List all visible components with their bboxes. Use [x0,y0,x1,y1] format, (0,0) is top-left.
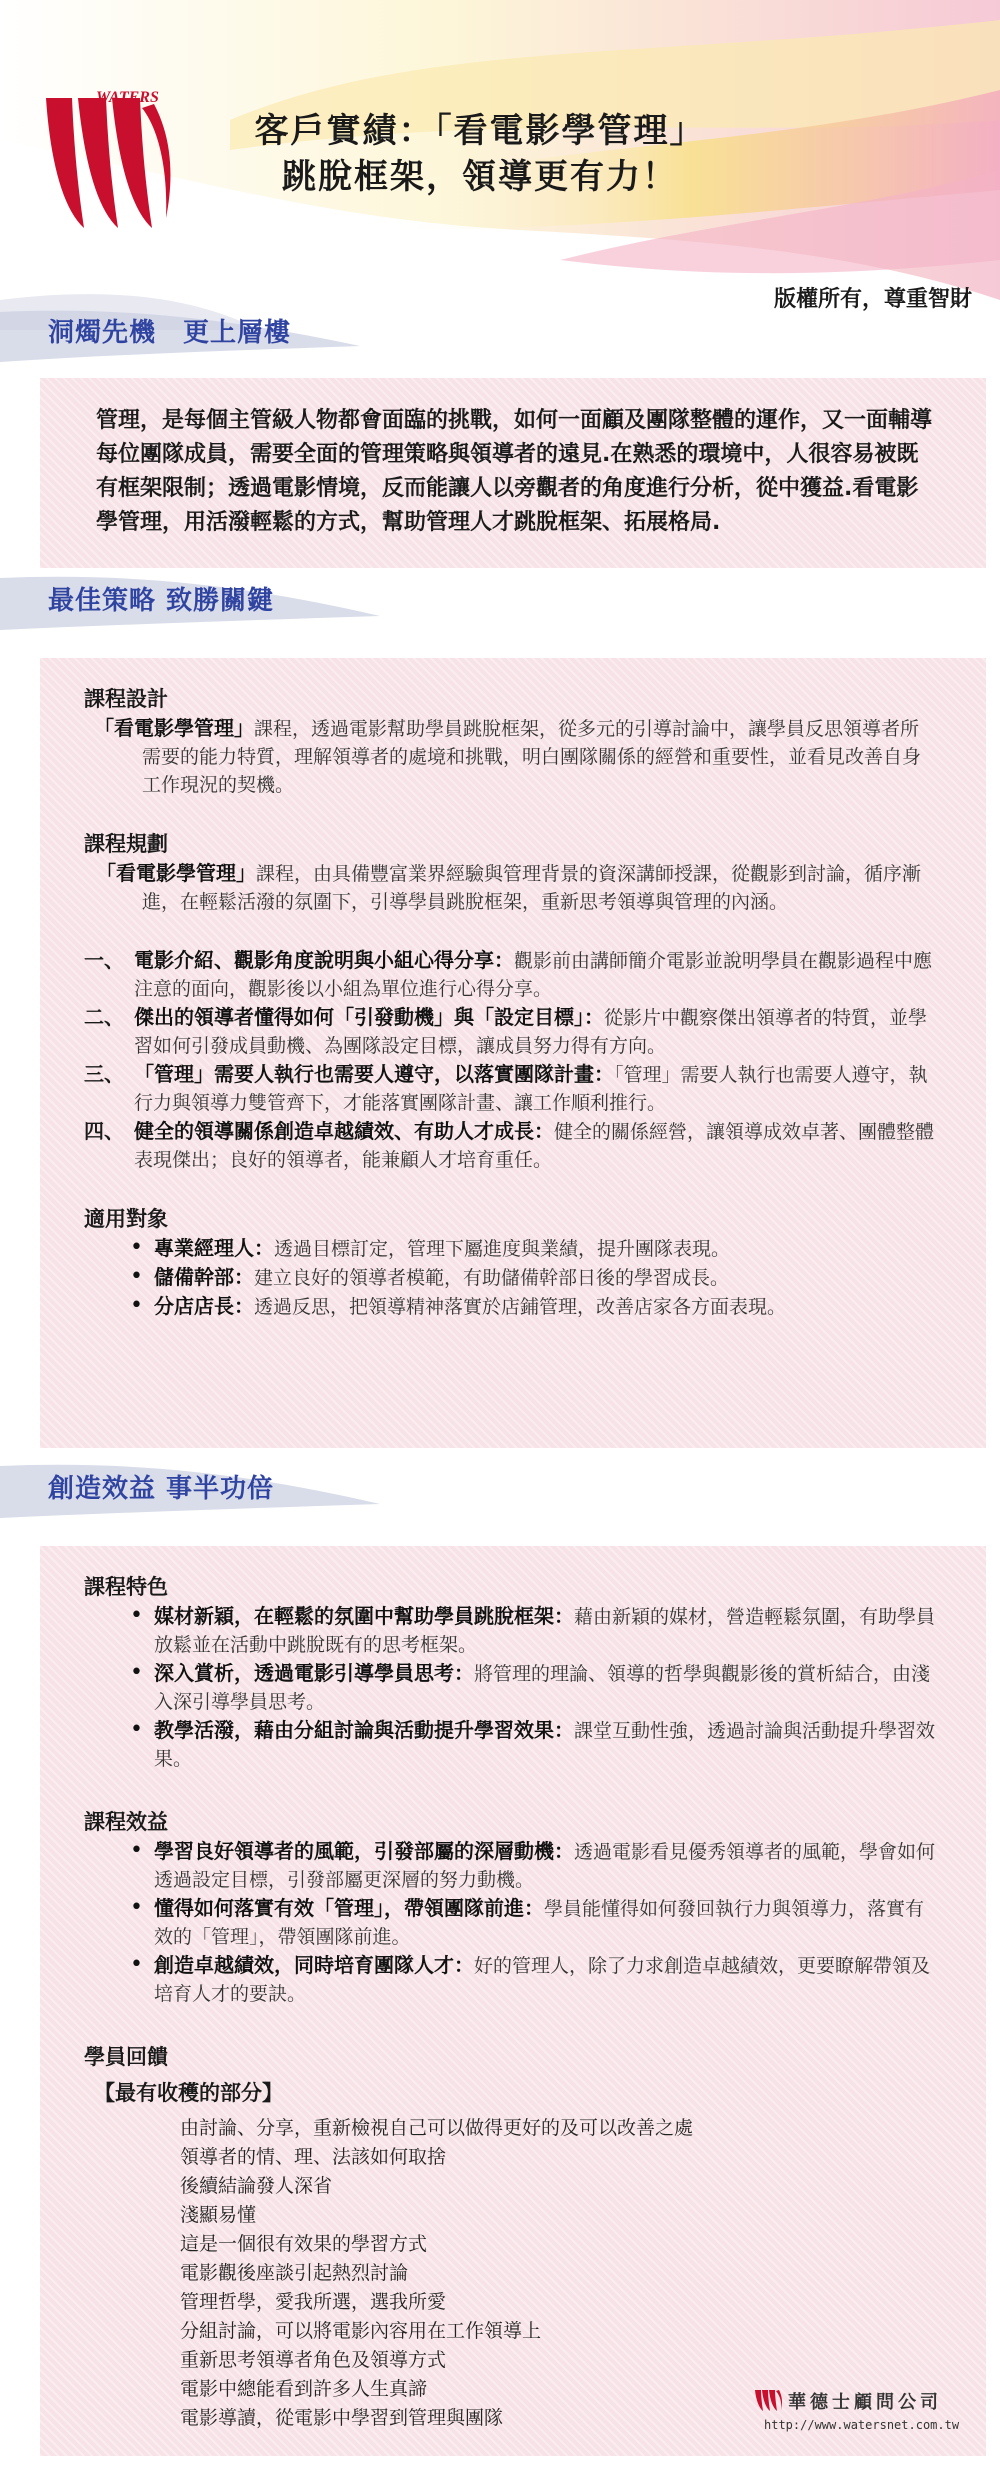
course-step [84,946,936,1003]
feedback-item: 領導者的情、理、法該如何取捨 [180,2146,447,2168]
list-item [154,1894,936,1951]
title-line-1: 客戶實績：「看電影學管理」 [254,111,706,151]
step-body: 從影片中觀察傑出領導者的特質，並學習如何引發成員動機、為團隊設定目標，讓成員努力得有方向。 [134,1007,928,1057]
course-name: 「看電影學管理」 [96,861,256,885]
course-name: 「看電影學管理」 [94,716,254,740]
benefit-desc: 好的管理人，除了力求創造卓越績效，更要瞭解帶領及培育人才的要訣。 [154,1955,931,2005]
audience-role: 儲備幹部： [154,1265,254,1289]
benefit-desc: 透過電影看見優秀領導者的風範，學會如何透過設定目標，引發部屬更深層的努力動機。 [154,1841,936,1891]
course-plan-body: 課程，由具備豐富業界經驗與管理背景的資深講師授課，從觀影到討論，循序漸進，在輕鬆活潑的氛圍下，引導學員跳脫框架，重新思考領導與管理的內涵。 [142,863,922,913]
course-steps [84,946,936,1174]
section2-band [0,572,1000,632]
benefits-heading: 課程效益 [84,1810,168,1834]
intro-text: 管理，是每個主管級人物都會面臨的挑戰，如何一面顧及團隊整體的運作，又一面輔導每位團隊成員，需要全面的管理策略與領導者的遠見.在熟悉的環境中，人很容易被既有框架限制；透過電影情境，反而能讓人以旁觀者的角度進行分析，從中獲益.看電影學管理，用活潑輕鬆的方式，幫助管理人才跳脫框架、拓展格局. [96,408,933,535]
page-title [200,108,760,200]
feedback-list [84,2114,936,2433]
feature-desc: 課堂互動性強，透過討論與活動提升學習效果。 [154,1720,936,1770]
step-number: 三、 [84,1062,124,1086]
feedback-subheading: 【最有收穫的部分】 [94,2081,283,2105]
benefit-desc: 學員能懂得如何發回執行力與領導力，落實有效的「管理」，帶領團隊前進。 [154,1898,925,1948]
step-text [134,1003,936,1060]
feedback-item: 重新思考領導者角色及領導方式 [180,2349,447,2371]
benefits-list [84,1837,936,2008]
list-item [154,1234,936,1263]
step-number: 一、 [84,948,124,972]
course-design-text [84,714,936,799]
company-name: 華德士顧問公司 [788,2392,942,2413]
features-list [84,1602,936,1773]
company-footer [754,2388,974,2432]
course-step [84,1117,936,1174]
section3-title: 創造效益 事半功倍 [48,1474,275,1504]
course-step [84,1060,936,1117]
audience-role: 分店店長： [154,1294,254,1318]
section1-band [0,306,1000,366]
step-title: 電影介紹、觀影角度說明與小組心得分享： [134,948,514,972]
feedback-item: 管理哲學，愛我所選，選我所愛 [180,2291,447,2313]
features-heading: 課程特色 [84,1575,168,1599]
audience-list [84,1234,936,1321]
section2-title: 最佳策略 致勝關鍵 [48,586,275,616]
feature-desc: 將管理的理論、領導的哲學與觀影後的賞析結合，由淺入深引導學員思考。 [154,1663,931,1713]
step-body: 健全的關係經營，讓領導成效卓著、團體整體表現傑出；良好的領導者，能兼顧人才培育重任。 [134,1121,935,1171]
feedback-item: 這是一個很有效果的學習方式 [180,2233,428,2255]
step-body: 「管理」需要人執行也需要人遵守，執行力與領導力雙管齊下，才能落實團隊計畫、讓工作順利推行。 [134,1064,928,1114]
step-number: 二、 [84,1005,124,1029]
feedback-item: 電影導讀，從電影中學習到管理與團隊 [180,2407,504,2429]
section3-band [0,1460,1000,1520]
feedback-item: 淺顯易懂 [180,2204,257,2226]
feature-title: 媒材新穎，在輕鬆的氛圍中幫助學員跳脫框架： [154,1604,574,1628]
step-text [134,1060,936,1117]
feedback-heading: 學員回饋 [84,2045,168,2069]
benefit-title: 懂得如何落實有效「管理」，帶領團隊前進： [154,1896,544,1920]
list-item [154,1602,936,1659]
benefit-title: 學習良好領導者的風範，引發部屬的深層動機： [154,1839,574,1863]
course-design-body: 課程，透過電影幫助學員跳脫框架，從多元的引導討論中，讓學員反思領導者所需要的能力特質，理解領導者的處境和挑戰，明白團隊關係的經營和重要性，並看見改善自身工作現況的契機。 [142,718,922,796]
benefits-panel [40,1546,986,2456]
audience-role: 專業經理人： [154,1236,274,1260]
list-item [154,1951,936,2008]
feedback-item: 後續結論發人深省 [180,2175,333,2197]
course-design-heading: 課程設計 [84,687,168,711]
waters-logo [38,88,198,238]
step-title: 傑出的領導者懂得如何「引發動機」與「設定目標」： [134,1005,604,1029]
step-text [134,1117,936,1174]
feature-desc: 藉由新穎的媒材，營造輕鬆氛圍，有助學員放鬆並在活動中跳脫既有的思考框架。 [154,1606,936,1656]
course-plan-text [84,859,936,916]
feedback-item: 電影觀後座談引起熱烈討論 [180,2262,409,2284]
course-step [84,1003,936,1060]
company-logo-icon [754,2388,784,2412]
audience-heading: 適用對象 [84,1207,168,1231]
list-item [154,1292,936,1321]
feature-title: 教學活潑，藉由分組討論與活動提升學習效果： [154,1718,574,1742]
list-item [154,1716,936,1773]
list-item [154,1659,936,1716]
section1-title: 洞燭先機 更上層樓 [48,318,292,348]
step-title: 健全的領導關係創造卓越績效、有助人才成長： [134,1119,554,1143]
audience-desc: 透過反思，把領導精神落實於店鋪管理，改善店家各方面表現。 [254,1296,787,1318]
step-number: 四、 [84,1119,124,1143]
copyright-notice: 版權所有，尊重智財 [773,287,972,312]
step-text [134,946,936,1003]
audience-desc: 透過目標訂定，管理下屬進度與業績，提升團隊表現。 [274,1238,731,1260]
title-line-2: 跳脫框架，領導更有力！ [282,157,678,197]
strategy-panel [40,658,986,1448]
benefit-title: 創造卓越績效，同時培育團隊人才： [154,1953,474,1977]
svg-text:WATERS: WATERS [96,89,159,106]
intro-panel [40,378,986,568]
feedback-item: 分組討論，可以將電影內容用在工作領導上 [180,2320,542,2342]
step-body: 觀影前由講師簡介電影並說明學員在觀影過程中應注意的面向，觀影後以小組為單位進行心得分享。 [134,950,933,1000]
company-url[interactable]: http://www.watersnet.com.tw [764,2418,960,2432]
course-plan-heading: 課程規劃 [84,832,168,856]
feedback-item: 電影中總能看到許多人生真諦 [180,2378,428,2400]
step-title: 「管理」需要人執行也需要人遵守，以落實團隊計畫： [134,1062,614,1086]
feedback-item: 由討論、分享，重新檢視自己可以做得更好的及可以改善之處 [180,2117,694,2139]
list-item [154,1837,936,1894]
feature-title: 深入賞析，透過電影引導學員思考： [154,1661,474,1685]
page-header [0,0,1000,330]
list-item [154,1263,936,1292]
audience-desc: 建立良好的領導者模範，有助儲備幹部日後的學習成長。 [254,1267,730,1289]
